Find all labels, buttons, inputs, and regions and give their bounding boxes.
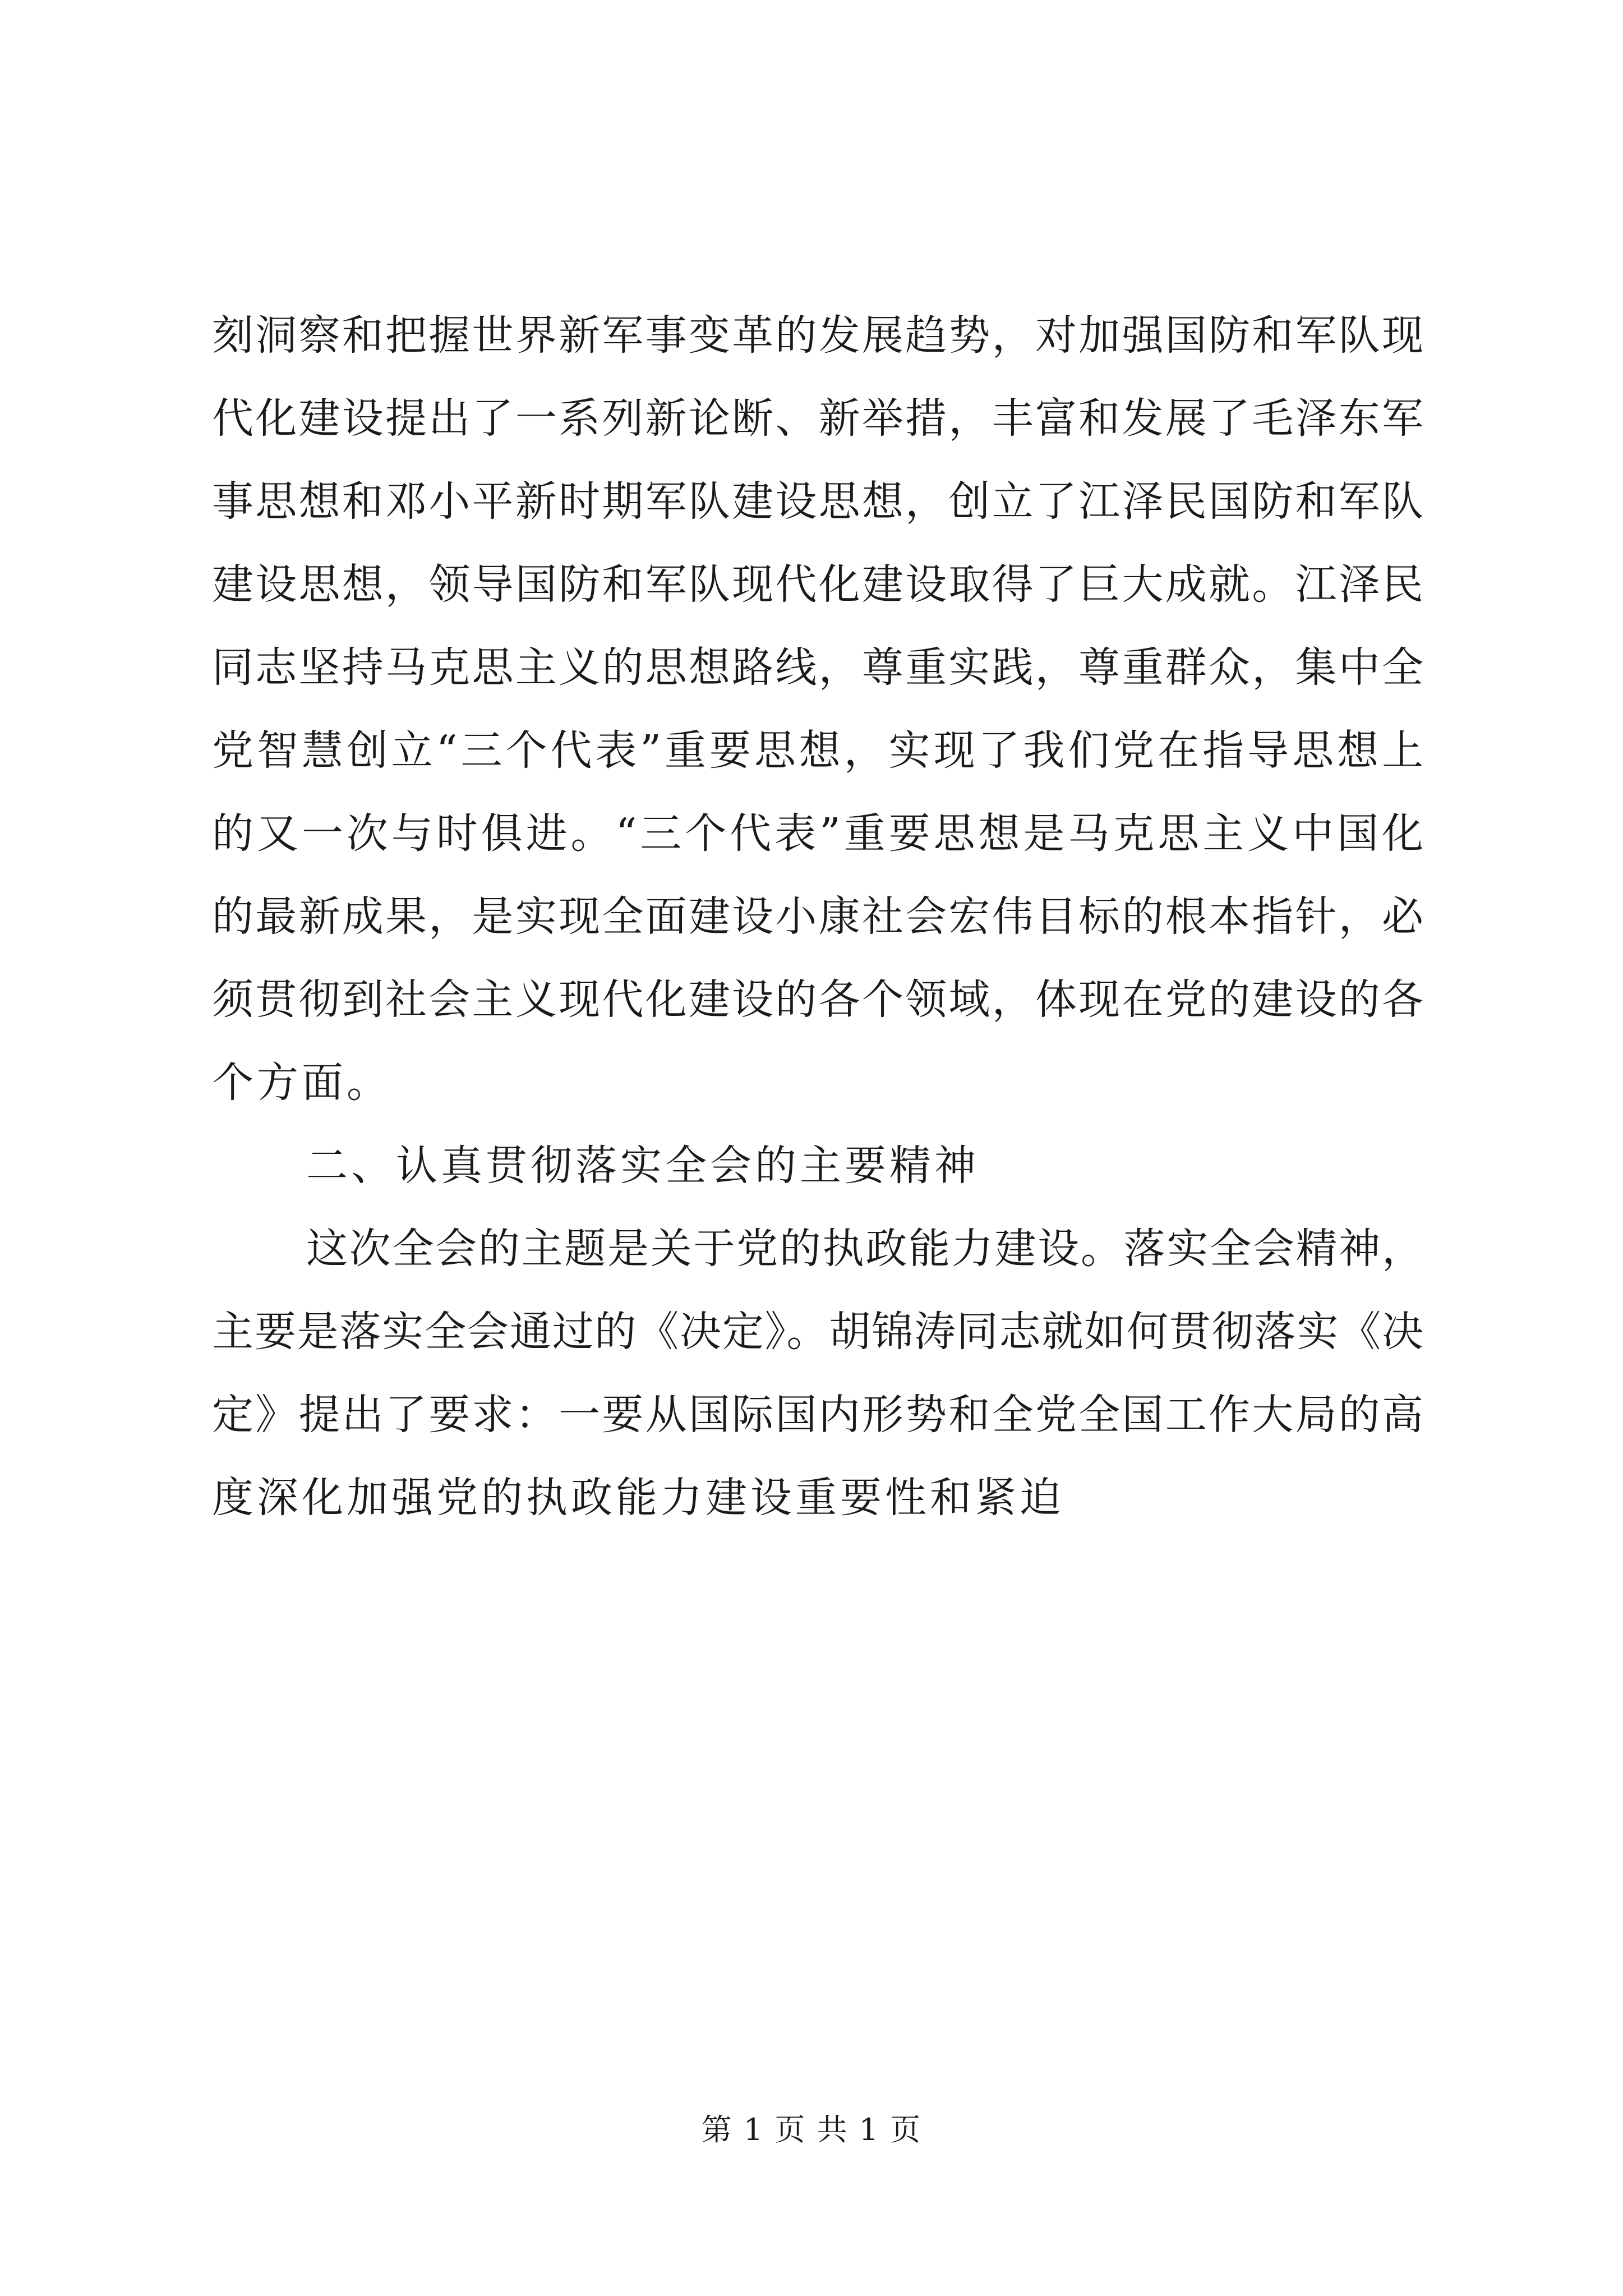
paragraph-line: 主要是落实全会通过的《决定》。胡锦涛同志就如何贯彻落实《决 [212,1308,1423,1356]
page-number-footer: 第 1 页 共 1 页 [701,2112,922,2147]
paragraph-line: 党智慧创立“三个代表”重要思想，实现了我们党在指导思想上 [212,726,1423,775]
paragraph-line: 刻洞察和把握世界新军事变革的发展趋势，对加强国防和军队现 [212,311,1423,360]
paragraph-line: 的又一次与时俱进。“三个代表”重要思想是马克思主义中国化 [212,809,1423,858]
paragraph-line: 这次全会的主题是关于党的执政能力建设。落实全会精神， [306,1225,1423,1273]
paragraph-line: 定》提出了要求：一要从国际国内形势和全党全国工作大局的高 [212,1391,1423,1439]
paragraph-line: 度深化加强党的执政能力建设重要性和紧迫 [212,1474,1064,1522]
paragraph-line: 须贯彻到社会主义现代化建设的各个领域，体现在党的建设的各 [212,976,1423,1024]
section-heading: 二、认真贯彻落实全会的主要精神 [306,1142,979,1190]
paragraph-line: 建设思想，领导国防和军队现代化建设取得了巨大成就。江泽民 [212,560,1423,609]
paragraph-line: 同志坚持马克思主义的思想路线，尊重实践，尊重群众，集中全 [212,643,1423,692]
paragraph-line: 个方面。 [212,1059,391,1107]
paragraph-line: 代化建设提出了一系列新论断、新举措，丰富和发展了毛泽东军 [212,394,1423,443]
paragraph-line: 的最新成果，是实现全面建设小康社会宏伟目标的根本指针，必 [212,892,1423,941]
paragraph-line: 事思想和邓小平新时期军队建设思想，创立了江泽民国防和军队 [212,477,1423,526]
